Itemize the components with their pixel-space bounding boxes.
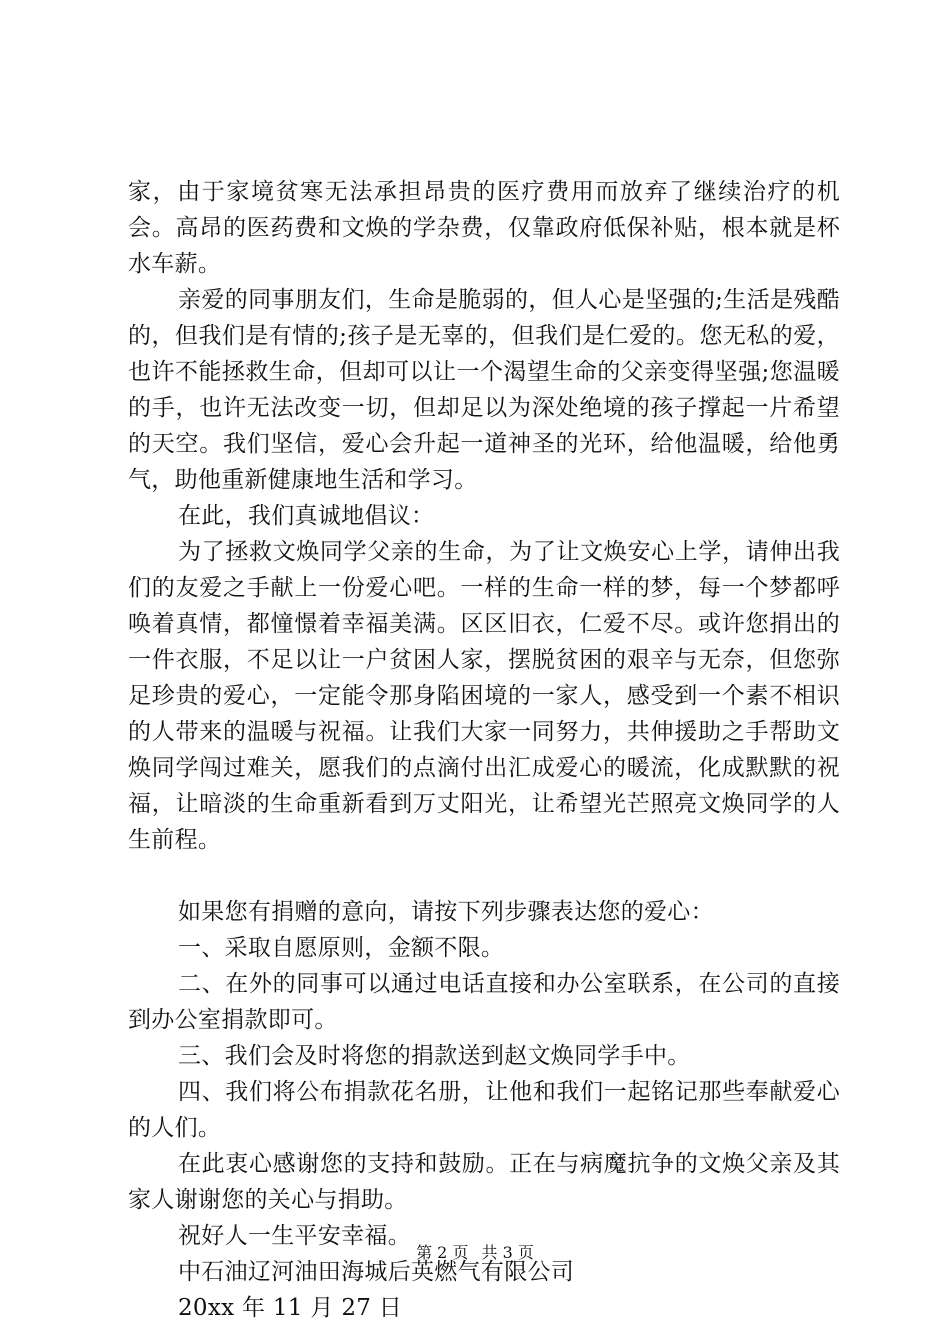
page-footer bbox=[0, 1243, 950, 1263]
page-total: 共 3 页 bbox=[481, 1243, 534, 1262]
signature-company: 中石油辽河油田海城后英燃气有限公司 bbox=[178, 1259, 575, 1285]
signature-date: 20xx 年 11 月 27 日 bbox=[178, 1295, 403, 1321]
paragraph-appeal: 亲爱的同事朋友们，生命是脆弱的，但人心是坚强的;生活是残酷的，但我们是有情的;孩子是无辜的，但我们是仁爱的。您无私的爱，也许不能拯救生命，但却可以让一个渴望生命的父亲变得坚强;您温暖的手，也许无法改变一切，但却足以为深处绝境的孩子撑起一片希望的天空。我们坚信，爱心会升起一道神圣的光环，给他温暖，给他勇气，助他重新健康地生活和学习。 bbox=[128, 287, 840, 493]
page-number: 第 2 页 bbox=[416, 1243, 469, 1262]
paragraph-continuation: 家，由于家境贫寒无法承担昂贵的医疗费用而放弃了继续治疗的机会。高昂的医药费和文焕的学杂费，仅靠政府低保补贴，根本就是杯水车薪。 bbox=[128, 179, 840, 277]
paragraph-spacer bbox=[128, 858, 840, 894]
step-item-2: 二、在外的同事可以通过电话直接和办公室联系，在公司的直接到办公室捐款即可。 bbox=[128, 971, 840, 1033]
paragraph-blessing: 祝好人一生平安幸福。 bbox=[178, 1223, 411, 1249]
paragraph-steps-intro: 如果您有捐赠的意向，请按下列步骤表达您的爱心： bbox=[178, 899, 714, 925]
step-item-1: 一、采取自愿原则，金额不限。 bbox=[178, 935, 505, 961]
step-item-4: 四、我们将公布捐款花名册，让他和我们一起铭记那些奉献爱心的人们。 bbox=[128, 1079, 840, 1141]
document-body bbox=[128, 174, 840, 1326]
paragraph-thanks: 在此衷心感谢您的支持和鼓励。正在与病魔抗争的文焕父亲及其家人谢谢您的关心与捐助。 bbox=[128, 1151, 840, 1213]
paragraph-proposal: 为了拯救文焕同学父亲的生命，为了让文焕安心上学，请伸出我们的友爱之手献上一份爱心吧。一样的生命一样的梦，每一个梦都呼唤着真情，都憧憬着幸福美满。区区旧衣，仁爱不尽。或许您捐出的一件衣服，不足以让一户贫困人家，摆脱贫困的艰辛与无奈，但您弥足珍贵的爱心，一定能令那身陷困境的一家人，感受到一个素不相识的人带来的温暖与祝福。让我们大家一同努力，共伸援助之手帮助文焕同学闯过难关，愿我们的点滴付出汇成爱心的暖流，化成默默的祝福，让暗淡的生命重新看到万丈阳光，让希望光芒照亮文焕同学的人生前程。 bbox=[128, 539, 840, 853]
paragraph-proposal-intro: 在此，我们真诚地倡议： bbox=[178, 503, 435, 529]
step-item-3: 三、我们会及时将您的捐款送到赵文焕同学手中。 bbox=[178, 1043, 691, 1069]
